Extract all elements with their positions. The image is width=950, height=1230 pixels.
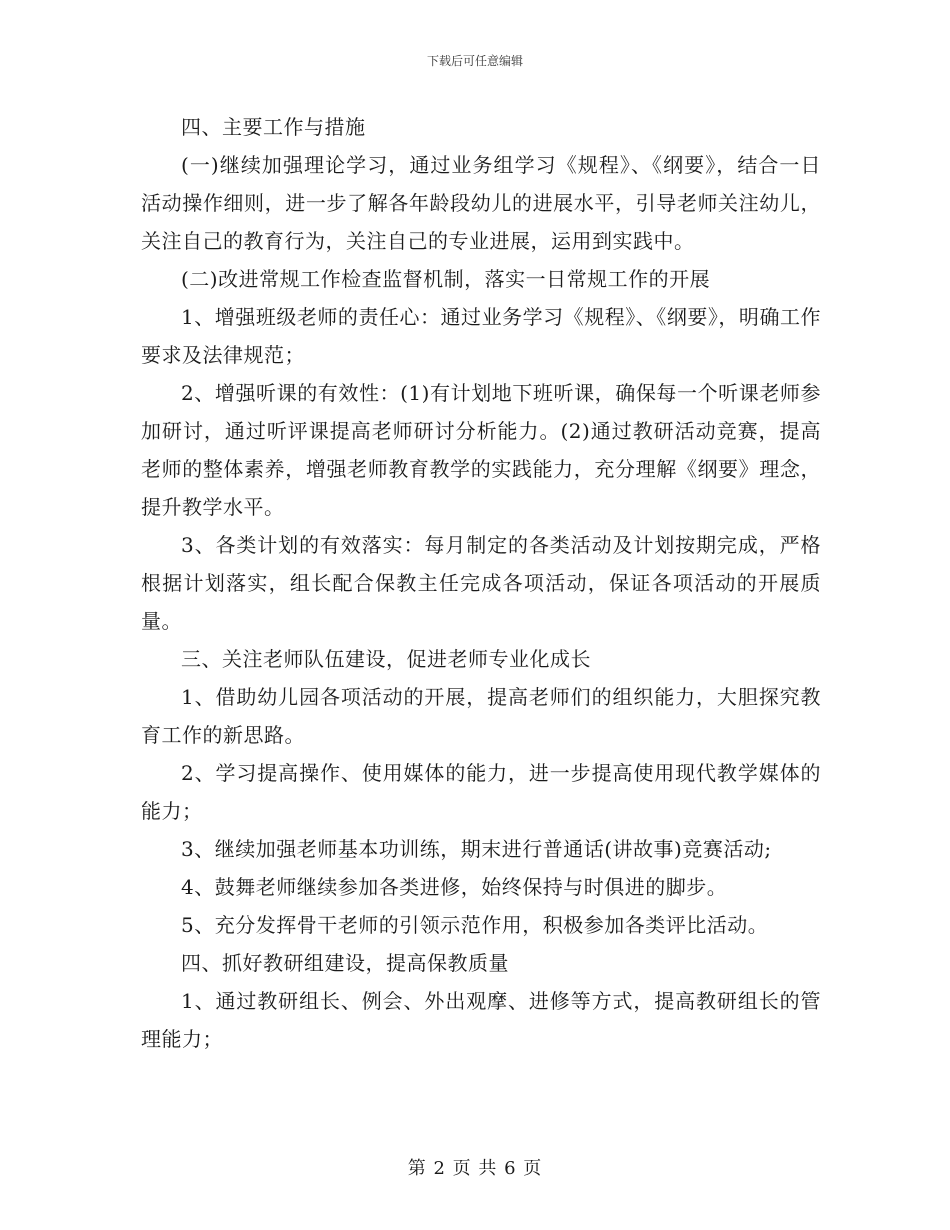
- paragraph: 5、充分发挥骨干老师的引领示范作用，积极参加各类评比活动。: [181, 913, 769, 937]
- section-heading: 四、抓好教研组建设，提高保教质量: [181, 951, 509, 975]
- paragraph: 3、继续加强老师基本功训练，期末进行普通话(讲故事)竞赛活动;: [181, 837, 772, 861]
- paragraph: 1、通过教研组长、例会、外出观摩、进修等方式，提高教研组长的管理能力；: [141, 989, 821, 1051]
- paragraph: 3、各类计划的有效落实：每月制定的各类活动及计划按期完成，严格根据计划落实，组长配合保教主任完成各项活动，保证各项活动的开展质量。: [141, 533, 821, 633]
- section-heading: 三、关注老师队伍建设，促进老师专业化成长: [181, 647, 591, 671]
- paragraph: 1、增强班级老师的责任心：通过业务学习《规程》、《纲要》，明确工作要求及法律规范；: [141, 305, 821, 367]
- paragraph: (一)继续加强理论学习，通过业务组学习《规程》、《纲要》，结合一日活动操作细则，进一步了解各年龄段幼儿的进展水平，引导老师关注幼儿，关注自己的教育行为，关注自己的专业进展，运用到实践中。: [141, 153, 821, 253]
- section-heading: 四、主要工作与措施: [181, 115, 366, 139]
- subsection-heading: (二)改进常规工作检查监督机制，落实一日常规工作的开展: [181, 267, 711, 291]
- document-body: [141, 108, 821, 1058]
- page-number: 第 2 页 共 6 页: [407, 1158, 543, 1179]
- paragraph: 4、鼓舞老师继续参加各类进修，始终保持与时俱进的脚步。: [181, 875, 728, 899]
- paragraph: 2、学习提高操作、使用媒体的能力，进一步提高使用现代教学媒体的能力；: [141, 761, 821, 823]
- paragraph: 2、增强听课的有效性：(1)有计划地下班听课，确保每一个听课老师参加研讨，通过听评课提高老师研讨分析能力。(2)通过教研活动竞赛，提高老师的整体素养，增强老师教育教学的实践能力，充分理解《纲要》理念，提升教学水平。: [141, 381, 821, 519]
- header-note: 下载后可任意编辑: [426, 54, 523, 68]
- paragraph: 1、借助幼儿园各项活动的开展，提高老师们的组织能力，大胆探究教育工作的新思路。: [141, 685, 821, 747]
